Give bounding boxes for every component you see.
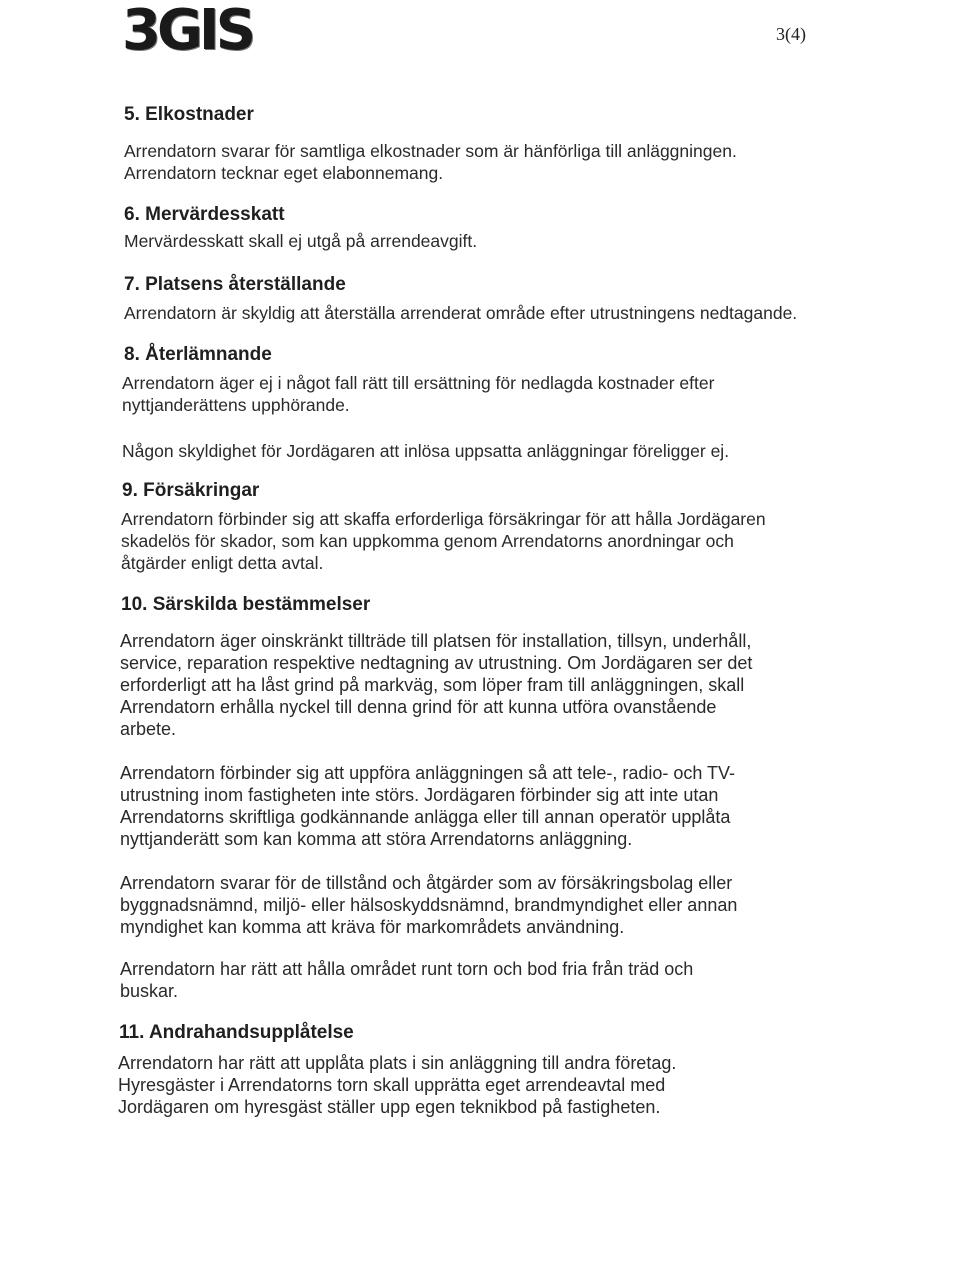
section-heading-sarskilda-bestammelser: 10. Särskilda bestämmelser (121, 594, 371, 615)
text-line: skadelös för skador, som kan uppkomma genom Arrendatorns anordningar och (121, 531, 734, 551)
section-heading-andrahandsupplatelse: 11. Andrahandsupplåtelse (119, 1022, 354, 1043)
text-line: Någon skyldighet för Jordägaren att inlösa uppsatta anläggningar föreligger ej. (122, 441, 730, 461)
text-line: Arrendatorn är skyldig att återställa arrenderat område efter utrustningens nedtagande. (124, 303, 798, 323)
text-line: nyttjanderättens upphörande. (122, 395, 350, 415)
section-paragraph (122, 440, 729, 462)
text-line: Arrendatorn har rätt att upplåta plats i sin anläggning till andra företag. (118, 1053, 677, 1073)
page-number: 3(4) (776, 24, 806, 44)
text-line: Mervärdesskatt skall ej utgå på arrendeavgift. (124, 231, 478, 251)
section-paragraph (124, 302, 797, 324)
text-line: Arrendatorn har rätt att hålla området runt torn och bod fria från träd och (120, 959, 694, 979)
text-line: service, reparation respektive nedtagning av utrustning. Om Jordägaren ser det (120, 653, 753, 673)
section-paragraph (120, 630, 752, 740)
text-line: arbete. (120, 719, 177, 739)
text-line: Arrendatorn äger ej i något fall rätt till ersättning för nedlagda kostnader efter (122, 373, 715, 393)
text-line: Arrendatorn erhålla nyckel till denna grind för att kunna utföra ovanstående (120, 697, 717, 717)
section-heading-mervardesskatt: 6. Mervärdesskatt (124, 204, 285, 225)
text-line: Arrendatorn svarar för samtliga elkostnader som är hänförliga till anläggningen. (124, 141, 737, 161)
section-paragraph (124, 230, 477, 252)
text-line: Hyresgäster i Arrendatorns torn skall upprätta eget arrendeavtal med (118, 1075, 666, 1095)
section-paragraph (122, 372, 714, 416)
text-line: Arrendatorn förbinder sig att skaffa erforderliga försäkringar för att hålla Jordägaren (121, 509, 766, 529)
text-line: Arrendatorn svarar för de tillstånd och åtgärder som av försäkringsbolag eller (120, 873, 733, 893)
text-line: nyttjanderätt som kan komma att störa Arrendatorns anläggning. (120, 829, 633, 849)
text-line: Arrendatorn tecknar eget elabonnemang. (124, 163, 444, 183)
text-line: Arrendatorn förbinder sig att uppföra anläggningen så att tele-, radio- och TV- (120, 763, 736, 783)
text-line: buskar. (120, 981, 179, 1001)
text-line: Arrendatorn äger oinskränkt tillträde till platsen för installation, tillsyn, underhåll, (120, 631, 752, 651)
text-line: byggnadsnämnd, miljö- eller hälsoskyddsnämnd, brandmyndighet eller annan (120, 895, 738, 915)
text-line: Jordägaren om hyresgäst ställer upp egen teknikbod på fastigheten. (118, 1097, 661, 1117)
text-line: Arrendatorns skriftliga godkännande anlägga eller till annan operatör upplåta (120, 807, 731, 827)
text-line: myndighet kan komma att kräva för markområdets användning. (120, 917, 625, 937)
company-logo: 3GIS (122, 0, 253, 63)
text-line: åtgärder enligt detta avtal. (121, 553, 324, 573)
section-heading-forsakringar: 9. Försäkringar (122, 480, 260, 501)
section-heading-elkostnader: 5. Elkostnader (124, 104, 254, 125)
section-paragraph (121, 508, 766, 574)
section-paragraph (120, 872, 737, 938)
section-heading-aterlamnande: 8. Återlämnande (124, 344, 272, 365)
text-line: utrustning inom fastigheten inte störs. Jordägaren förbinder sig att inte utan (120, 785, 719, 805)
section-paragraph (118, 1052, 676, 1118)
text-line: erforderligt att ha låst grind på markväg, som löper fram till anläggningen, skall (120, 675, 745, 695)
section-paragraph (120, 762, 735, 850)
section-paragraph (124, 140, 737, 184)
section-heading-platsens-aterstallande: 7. Platsens återställande (124, 274, 346, 295)
section-paragraph (120, 958, 693, 1002)
